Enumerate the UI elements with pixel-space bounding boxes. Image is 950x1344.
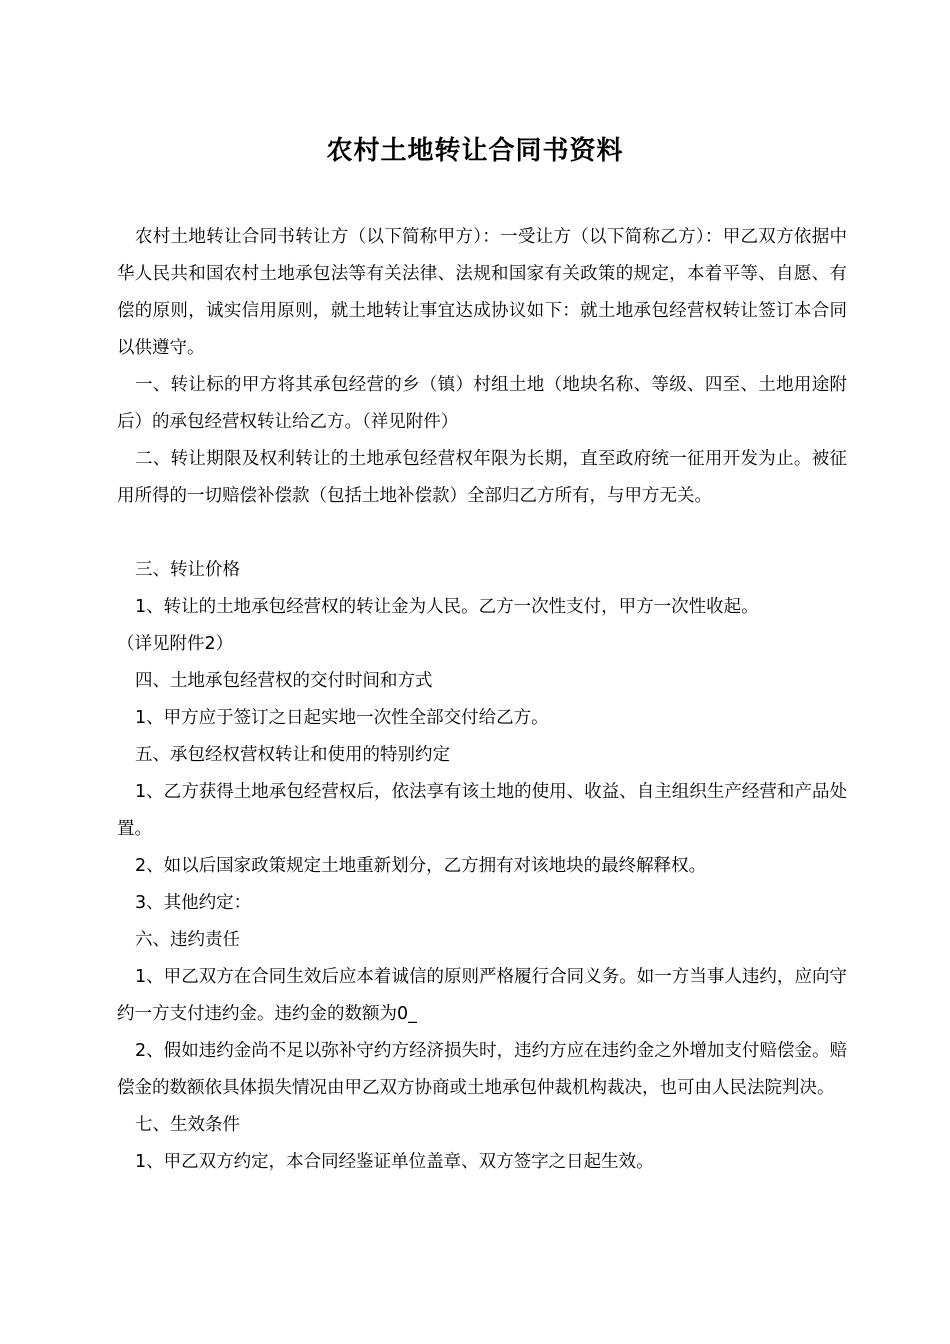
document-title: 农村土地转让合同书资料 <box>326 136 624 166</box>
intro-paragraph: 农村土地转让合同书转让方（以下简称甲方）：一受让方（以下简称乙方）：甲乙双方依据中华人民共和国农村土地承包法等有关法律、法规和国家有关政策的规定，本着平等、自愿、有偿的原则，诚实信用原则，就土地转让事宜达成协议如下：就土地承包经营权转让签订本合同以供遵守。 <box>117 227 847 358</box>
clause-5-3-paragraph: 3、其他约定： <box>135 893 252 913</box>
clause-2-paragraph: 二、转让期限及权利转让的土地承包经营权年限为长期，直至政府统一征用开发为止。被征用所得的一切赔偿补偿款（包括土地补偿款）全部归乙方所有，与甲方无关。 <box>117 449 847 506</box>
section-5-heading: 五、承包经权营权转让和使用的特别约定 <box>135 745 450 765</box>
clause-3-1-paragraph: 1、转让的土地承包经营权的转让金为人民。乙方一次性支付，甲方一次性收起。 <box>135 597 759 617</box>
clause-4-1-paragraph: 1、甲方应于签订之日起实地一次性全部交付给乙方。 <box>135 708 549 728</box>
section-4-heading: 四、土地承包经营权的交付时间和方式 <box>135 671 433 691</box>
clause-6-1-paragraph: 1、甲乙双方在合同生效后应本着诚信的原则严格履行合同义务。如一方当事人违约，应向守约一方支付违约金。违约金的数额为0_ <box>117 967 847 1024</box>
section-6-heading: 六、违约责任 <box>135 930 240 950</box>
clause-3-1-note: （详见附件2） <box>117 634 234 654</box>
clause-1-paragraph: 一、转让标的甲方将其承包经营的乡（镇）村组土地（地块名称、等级、四至、土地用途附后）的承包经营权转让给乙方。（祥见附件） <box>117 375 847 432</box>
section-3-heading: 三、转让价格 <box>135 560 240 580</box>
clause-5-1-paragraph: 1、乙方获得土地承包经营权后，依法享有该土地的使用、收益、自主组织生产经营和产品处置。 <box>117 782 847 839</box>
blank-line <box>117 515 847 552</box>
clause-7-1-paragraph: 1、甲乙双方约定，本合同经鉴证单位盖章、双方签字之日起生效。 <box>135 1152 654 1172</box>
document-body <box>117 219 847 1181</box>
section-7-heading: 七、生效条件 <box>135 1115 240 1135</box>
clause-6-2-paragraph: 2、假如违约金尚不足以弥补守约方经济损失时，违约方应在违约金之外增加支付赔偿金。赔偿金的数额依具体损失情况由甲乙双方协商或土地承包仲裁机构裁决，也可由人民法院判决。 <box>117 1041 847 1098</box>
clause-5-2-paragraph: 2、如以后国家政策规定土地重新划分，乙方拥有对该地块的最终解释权。 <box>135 856 707 876</box>
